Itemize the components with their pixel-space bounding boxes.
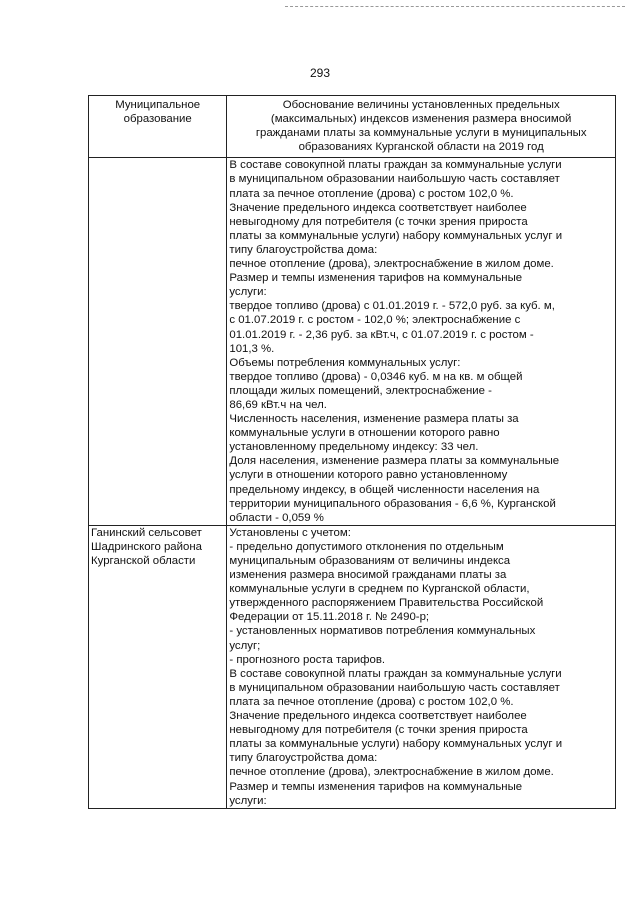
text-line: типу благоустройства дома: <box>229 752 378 765</box>
municipality-line: Шадринского района <box>91 540 202 553</box>
justification-table <box>88 95 616 809</box>
text-line: - прогнозного роста тарифов. <box>229 653 386 666</box>
text-line: 101,3 %. <box>229 342 275 355</box>
header-justification <box>227 96 616 158</box>
page-number: 293 <box>309 66 331 80</box>
municipality-line: Ганинский сельсовет <box>91 526 202 539</box>
text-line: в муниципальном образовании наибольшую часть составляет <box>229 173 560 186</box>
header-line: Обоснование величины установленных предельных <box>282 99 560 111</box>
text-line: невыгодному для потребителя (с точки зрения прироста <box>229 724 528 737</box>
text-line: установленному предельному индексу: 33 чел. <box>229 441 479 454</box>
header-municipality <box>89 96 227 158</box>
justification-cell <box>227 525 616 808</box>
text-line: в муниципальном образовании наибольшую часть составляет <box>229 681 560 694</box>
text-line: печное отопление (дрова), электроснабжение в жилом доме. <box>229 766 554 779</box>
text-line: Размер и темпы изменения тарифов на коммунальные <box>229 780 523 793</box>
text-line: Объемы потребления коммунальных услуг: <box>229 356 461 369</box>
text-line: коммунальные услуги в среднем по Курганской области, <box>229 583 530 596</box>
text-line: типу благоустройства дома: <box>229 243 378 256</box>
text-line: области - 0,059 % <box>229 511 324 524</box>
text-line: 01.01.2019 г. - 2,36 руб. за кВт.ч, с 01.07.2019 г. с ростом - <box>229 328 534 341</box>
text-line: услуги: <box>229 286 267 299</box>
header-line: образование <box>123 113 192 126</box>
text-line: услуги в отношении которого равно установленному <box>229 469 508 482</box>
header-line: (максимальных) индексов изменения размера вносимой <box>270 113 572 126</box>
text-line: Численность населения, изменение размера платы за <box>229 413 519 426</box>
text-line: твердое топливо (дрова) с 01.01.2019 г. - 572,0 руб. за куб. м, <box>229 300 555 313</box>
justification-cell <box>227 158 616 525</box>
text-line: плата за печное отопление (дрова) с ростом 102,0 %. <box>229 187 514 200</box>
text-line: изменения размера вносимой гражданами платы за <box>229 569 507 582</box>
text-line: Размер и темпы изменения тарифов на коммунальные <box>229 272 523 285</box>
text-line: Значение предельного индекса соответствует наиболее <box>229 201 527 214</box>
text-line: печное отопление (дрова), электроснабжение в жилом доме. <box>229 258 554 271</box>
text-line: В составе совокупной платы граждан за коммунальные услуги <box>229 159 562 172</box>
municipality-line: Курганской области <box>91 555 196 567</box>
text-line: территории муниципального образования - 6,6 %, Курганской <box>229 497 556 510</box>
text-line: Установлены с учетом: <box>229 526 351 539</box>
text-line: предельному индексу, в общей численности населения на <box>229 483 540 496</box>
text-line: с 01.07.2019 г. с ростом - 102,0 %; электроснабжение с <box>229 314 521 327</box>
text-line: Доля населения, изменение размера платы за коммунальные <box>229 455 560 468</box>
text-line: утвержденного распоряжением Правительства Российской <box>229 597 544 610</box>
text-line: невыгодному для потребителя (с точки зрения прироста <box>229 215 528 228</box>
municipality-cell <box>89 158 227 525</box>
table-header-row <box>89 96 616 158</box>
text-line: услуг; <box>229 639 261 652</box>
text-line: коммунальные услуги в отношении которого равно <box>229 427 500 440</box>
text-line: 86,69 кВт.ч на чел. <box>229 398 327 411</box>
header-line: Муниципальное <box>115 99 201 111</box>
text-line: Значение предельного индекса соответствует наиболее <box>229 710 527 723</box>
text-line: Федерации от 15.11.2018 г. № 2490-р; <box>229 611 430 624</box>
text-line: муниципальным образованиям от величины индекса <box>229 555 511 567</box>
text-line: - установленных нормативов потребления коммунальных <box>229 625 536 638</box>
text-line: твердое топливо (дрова) - 0,0346 куб. м на кв. м общей <box>229 370 523 383</box>
text-line: В составе совокупной платы граждан за коммунальные услуги <box>229 667 562 680</box>
municipality-cell <box>89 525 227 808</box>
scan-artifact-top <box>285 6 625 9</box>
header-line: образованиях Курганской области на 2019 год <box>298 141 544 154</box>
text-line: плата за печное отопление (дрова) с ростом 102,0 %. <box>229 695 514 708</box>
text-line: платы за коммунальные услуги) набору коммунальных услуг и <box>229 738 563 751</box>
text-line: услуги: <box>229 794 267 807</box>
text-line: - предельно допустимого отклонения по отдельным <box>229 540 504 553</box>
table-row <box>89 158 616 525</box>
table-row <box>89 525 616 808</box>
text-line: площади жилых помещений, электроснабжение - <box>229 384 492 397</box>
header-line: гражданами платы за коммунальные услуги в муниципальных <box>255 127 587 140</box>
text-line: платы за коммунальные услуги) набору коммунальных услуг и <box>229 229 563 242</box>
